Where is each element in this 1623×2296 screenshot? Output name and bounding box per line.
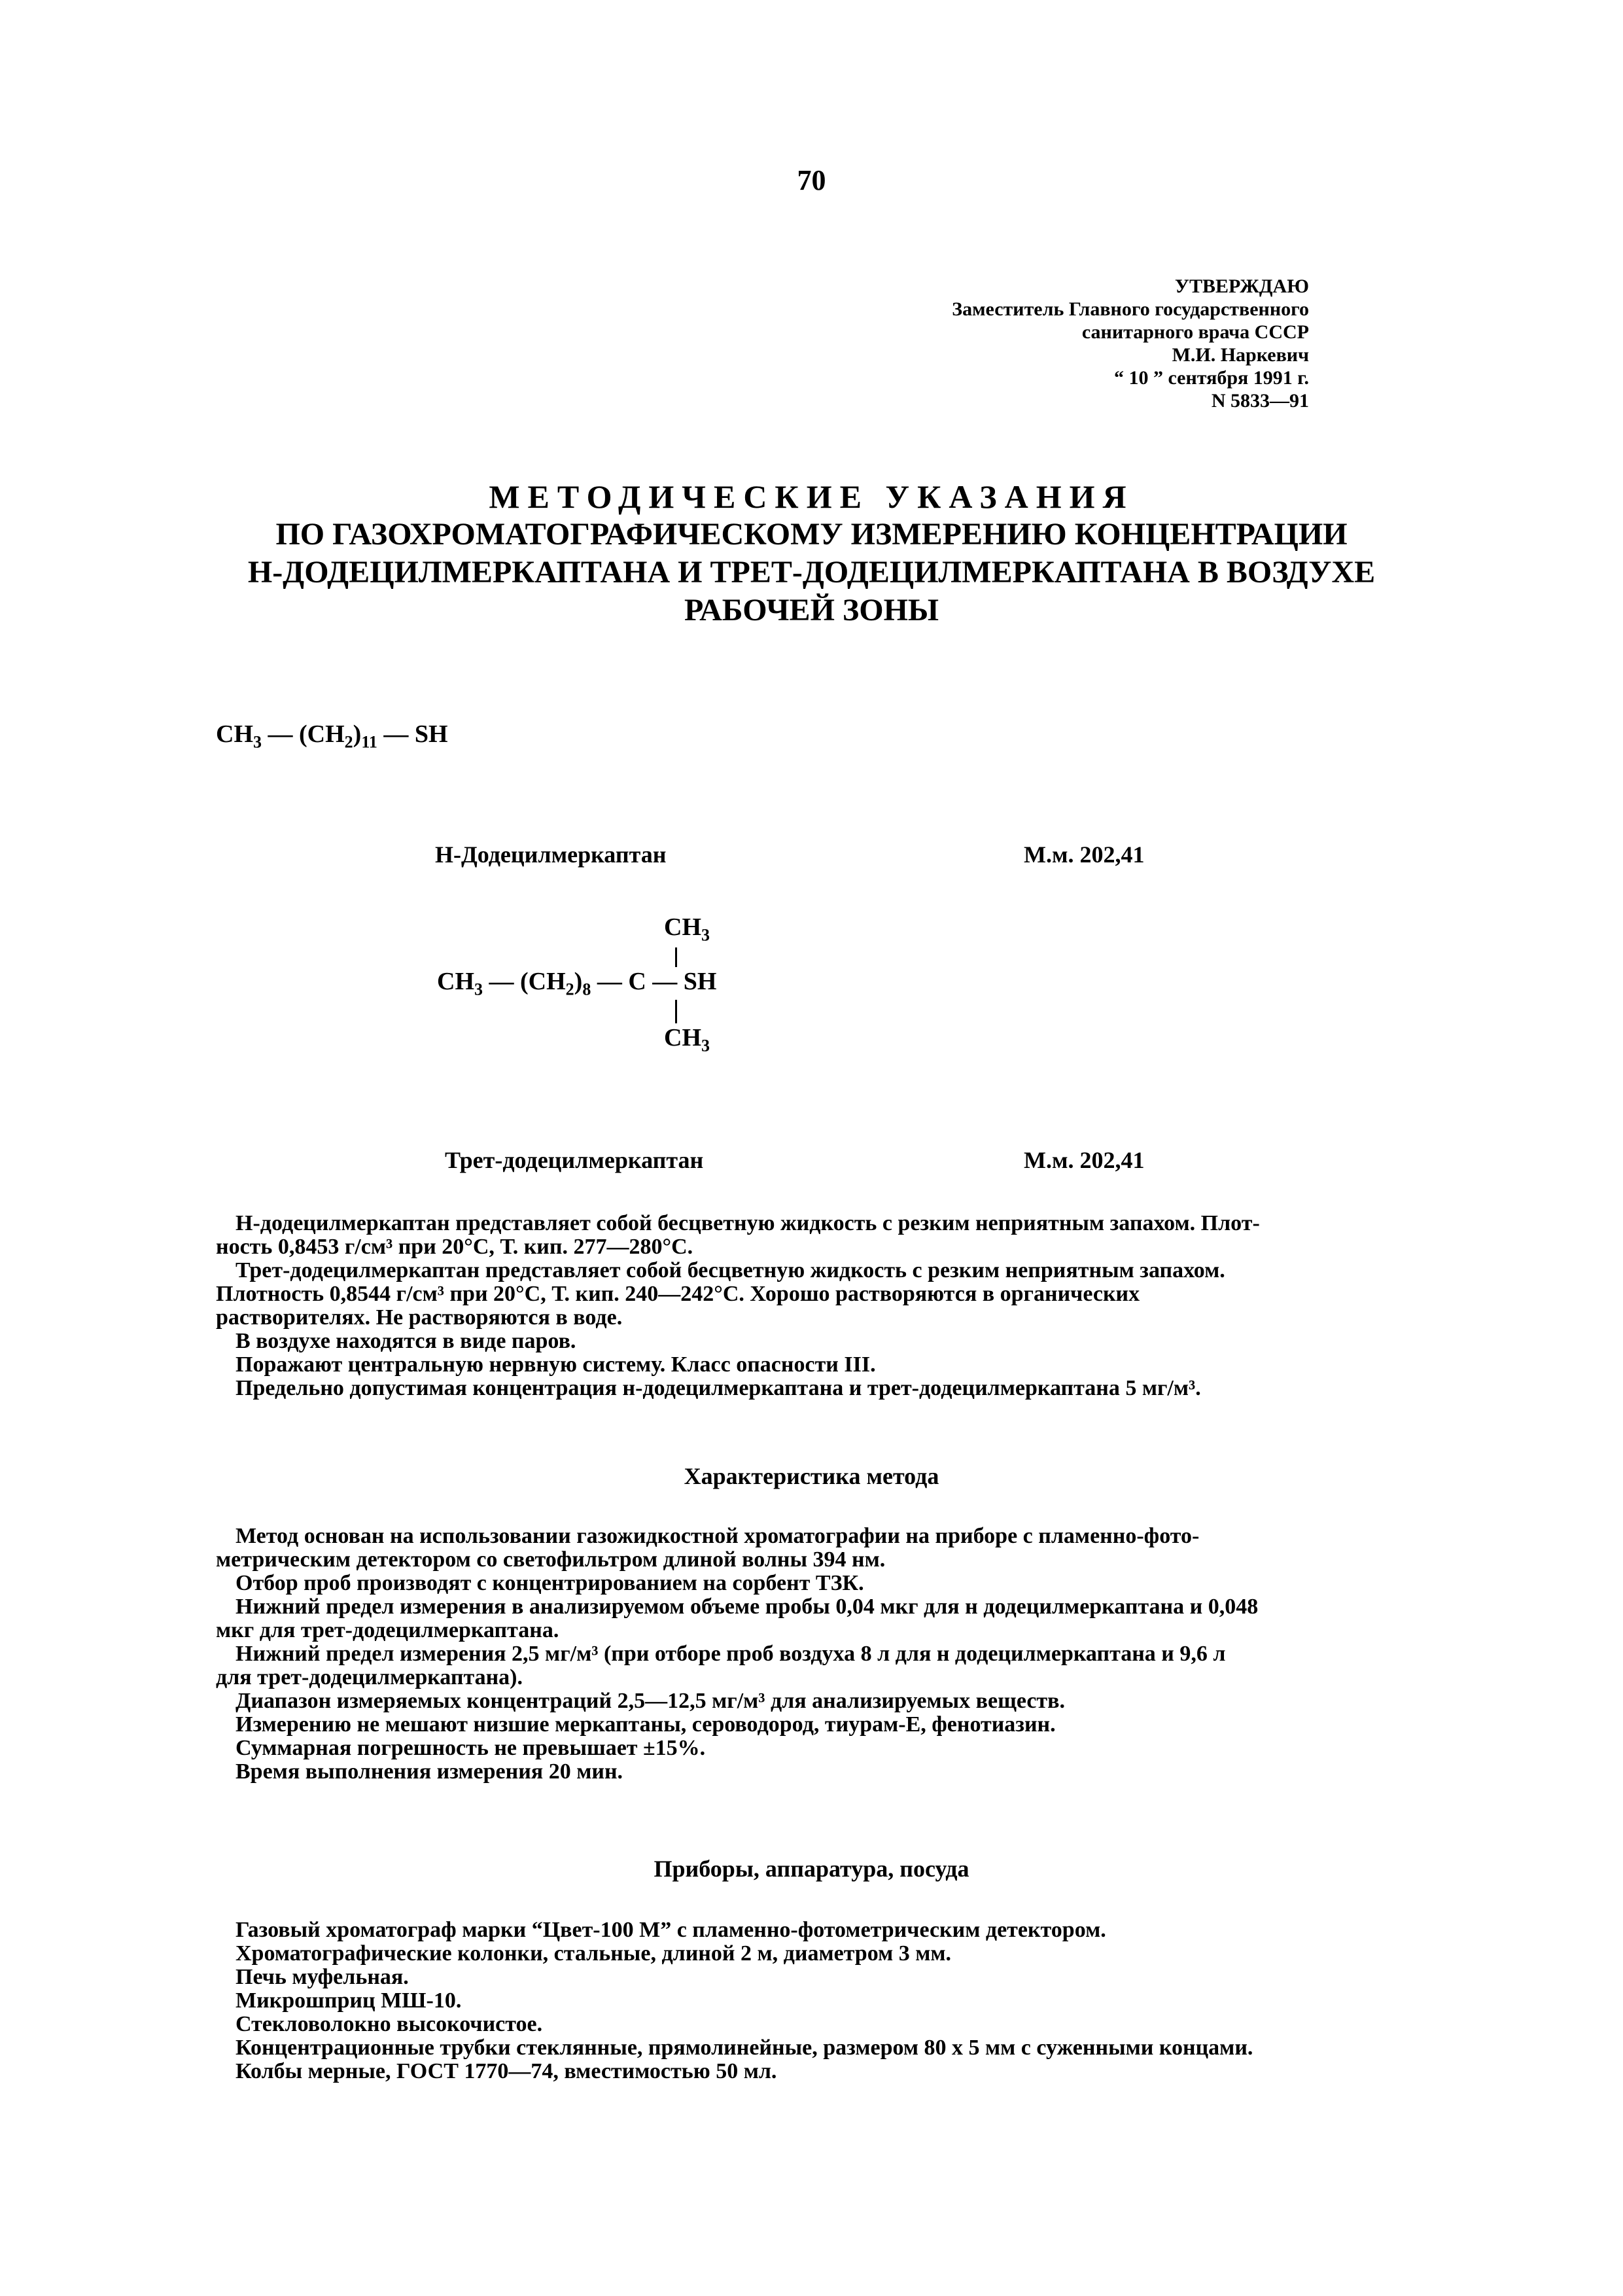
formula-text: CH: [664, 913, 701, 941]
text-line: Предельно допустимая концентрация н-додецилмеркаптана и трет-додецилмеркаптана 5 мг/м³.: [236, 1376, 1201, 1400]
formula-sub: 3: [474, 980, 483, 999]
approval-line: санитарного врача СССР: [1081, 321, 1309, 343]
formula-top-group: [664, 913, 710, 945]
text-line: Время выполнения измерения 20 мин.: [236, 1759, 623, 1784]
formula-tert-dodecylmercaptan: [437, 967, 716, 1000]
approval-line: “ 10 ” сентября 1991 г.: [1113, 367, 1309, 389]
formula-sub: 3: [701, 1036, 710, 1055]
list-item: Печь муфельная.: [236, 1965, 409, 1989]
formula-text: CH: [216, 720, 253, 748]
formula-sub: 3: [701, 925, 710, 945]
formula-text: — (CH: [483, 968, 566, 995]
formula-sub: 8: [582, 980, 591, 999]
formula-text: ): [574, 968, 583, 995]
method-characteristics: [216, 1525, 1469, 1784]
text-line: мкг для трет-додецилмеркаптана.: [216, 1618, 559, 1642]
list-item: Колбы мерные, ГОСТ 1770—74, вместимостью 50 мл.: [236, 2059, 777, 2083]
formula-sub: 11: [361, 732, 377, 752]
text-line: Н-додецилмеркаптан представляет собой бесцветную жидкость с резким неприятным запахом. Плот-: [236, 1211, 1260, 1235]
list-item: Концентрационные трубки стеклянные, прямолинейные, размером 80 х 5 мм с суженными концами.: [236, 2036, 1253, 2060]
bond-line-bottom: [675, 1000, 677, 1023]
formula-sub: 3: [253, 732, 262, 752]
text-line: Нижний предел измерения 2,5 мг/м³ (при отборе проб воздуха 8 л для н додецилмеркаптана и 9,6 л: [236, 1642, 1226, 1666]
formula-sub: 2: [565, 980, 574, 999]
formula-text: — SH: [377, 720, 448, 748]
title-line: ПО ГАЗОХРОМАТОГРАФИЧЕСКОМУ ИЗМЕРЕНИЮ КОНЦЕНТРАЦИИ: [275, 517, 1348, 552]
formula-text: CH: [664, 1024, 701, 1051]
text-line: В воздухе находятся в виде паров.: [236, 1329, 576, 1353]
approval-line: УТВЕРЖДАЮ: [1174, 275, 1309, 297]
text-line: ность 0,8453 г/см³ при 20°С, Т. кип. 277—280°С.: [216, 1235, 693, 1259]
text-line: для трет-додецилмеркаптана).: [216, 1665, 523, 1689]
text-line: Отбор проб производят с концентрированием на сорбент ТЗК.: [236, 1571, 864, 1595]
document-title: [131, 478, 1492, 629]
text-line: метрическим детектором со светофильтром длиной волны 394 нм.: [216, 1547, 886, 1572]
title-line: РАБОЧЕЙ ЗОНЫ: [684, 593, 939, 627]
equipment-list: [216, 1918, 1469, 2083]
molecular-mass: М.м. 202,41: [1024, 841, 1145, 868]
molecular-mass: М.м. 202,41: [1024, 1147, 1145, 1173]
approval-line: N 5833—91: [1211, 390, 1309, 412]
approval-line: М.И. Наркевич: [1172, 344, 1309, 366]
text-line: растворителях. Не растворяются в воде.: [216, 1305, 623, 1330]
text-line: Измерению не мешают низшие меркаптаны, сероводород, тиурам-Е, фенотиазин.: [236, 1712, 1056, 1737]
text-line: Диапазон измеряемых концентраций 2,5—12,5 мг/м³ для анализируемых веществ.: [236, 1689, 1065, 1713]
substance-description: [216, 1212, 1469, 1400]
list-item: Газовый хроматограф марки “Цвет-100 М” с пламенно-фотометрическим детектором.: [236, 1918, 1106, 1942]
formula-text: CH: [437, 968, 474, 995]
formula-sub: 2: [344, 732, 353, 752]
bond-line-top: [675, 947, 677, 967]
approval-line: Заместитель Главного государственного: [952, 298, 1309, 320]
text-line: Нижний предел измерения в анализируемом объеме пробы 0,04 мкг для н додецилмеркаптана и 0,048: [236, 1595, 1259, 1619]
text-line: Поражают центральную нервную систему. Класс опасности III.: [236, 1352, 876, 1377]
formula-bottom-group: [664, 1023, 710, 1056]
section-heading: Приборы, аппаратура, посуда: [654, 1856, 969, 1882]
formula-text: — (CH: [262, 720, 345, 748]
title-line: Н-ДОДЕЦИЛМЕРКАПТАНА И ТРЕТ-ДОДЕЦИЛМЕРКАПТАНА В ВОЗДУХЕ: [247, 555, 1376, 590]
approval-block: [720, 275, 1309, 412]
text-line: Плотность 0,8544 г/см³ при 20°С, Т. кип. 240—242°С. Хорошо растворяются в органических: [216, 1282, 1140, 1306]
list-item: Стекловолокно высокочистое.: [236, 2012, 543, 2036]
list-item: Хроматографические колонки, стальные, длиной 2 м, диаметром 3 мм.: [236, 1941, 952, 1966]
formula-n-dodecylmercaptan: [216, 720, 448, 752]
text-line: Суммарная погрешность не превышает ±15%.: [236, 1736, 706, 1760]
compound-name: Н-Додецилмеркаптан: [435, 841, 667, 868]
list-item: Микрошприц МШ-10.: [236, 1988, 462, 2013]
formula-text: ): [353, 720, 362, 748]
page-number: 70: [797, 164, 826, 196]
compound-name: Трет-додецилмеркаптан: [445, 1147, 704, 1173]
text-line: Трет-додецилмеркаптан представляет собой бесцветную жидкость с резким неприятным запахом.: [236, 1258, 1225, 1282]
formula-text: — C — SH: [591, 968, 717, 995]
section-heading: Характеристика метода: [684, 1463, 939, 1489]
text-line: Метод основан на использовании газожидкостной хроматографии на приборе с пламенно-фото-: [236, 1524, 1200, 1548]
title-line: МЕТОДИЧЕСКИЕ УКАЗАНИЯ: [489, 478, 1134, 515]
